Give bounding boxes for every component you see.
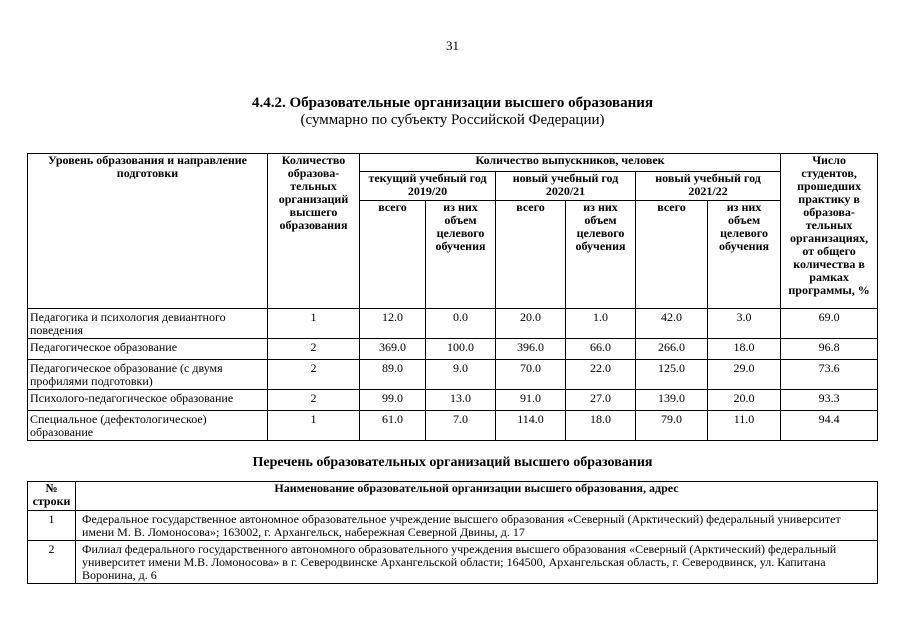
- value-cell: 7.0: [426, 411, 496, 441]
- value-cell: 9.0: [426, 360, 496, 390]
- header-year: текущий учебный год 2019/20: [360, 172, 496, 201]
- direction-cell: Психолого-педагогическое образование: [28, 390, 268, 411]
- header-total: всего: [496, 201, 566, 309]
- header-graduates: Количество выпускников, человек: [360, 154, 781, 172]
- value-cell: 61.0: [360, 411, 426, 441]
- value-cell: 396.0: [496, 339, 566, 360]
- org-count-cell: 1: [268, 411, 360, 441]
- header-total: всего: [636, 201, 708, 309]
- value-cell: 1.0: [566, 309, 636, 339]
- percent-cell: 96.8: [781, 339, 878, 360]
- value-cell: 66.0: [566, 339, 636, 360]
- table-row: [28, 511, 878, 541]
- value-cell: 99.0: [360, 390, 426, 411]
- header-targeted: из них объем целевого обучения: [708, 201, 781, 309]
- percent-cell: 93.3: [781, 390, 878, 411]
- value-cell: 27.0: [566, 390, 636, 411]
- section-title: 4.4.2. Образовательные организации высшего образования: [252, 95, 653, 111]
- value-cell: 20.0: [496, 309, 566, 339]
- value-cell: 12.0: [360, 309, 426, 339]
- table-row: [28, 309, 878, 339]
- header-targeted: из них объем целевого обучения: [426, 201, 496, 309]
- header-students-practice: Число студентов, прошедших практику в образова-тельных организациях, от общего количества в рамках программы, %: [781, 154, 878, 309]
- page-number: 31: [446, 38, 459, 53]
- value-cell: 11.0: [708, 411, 781, 441]
- value-cell: 100.0: [426, 339, 496, 360]
- org-count-cell: 1: [268, 309, 360, 339]
- header-org-name: Наименование образовательной организации высшего образования, адрес: [76, 482, 878, 511]
- direction-cell: Педагогика и психология девиантного поведения: [28, 309, 268, 339]
- value-cell: 89.0: [360, 360, 426, 390]
- header-targeted: из них объем целевого обучения: [566, 201, 636, 309]
- org-name-cell: Филиал федерального государственного автономного образовательного учреждения высшего образования «Северный (Арктический) федеральный университет имени М.В. Ломоносова» в г. Северодвинске Архангельской области; 164500, Архангельская область, г. Северодвинск, ул. Капитана Воронина, д. 6: [76, 541, 878, 584]
- value-cell: 369.0: [360, 339, 426, 360]
- table-row: [28, 339, 878, 360]
- table-row: [28, 411, 878, 441]
- section-subtitle: (суммарно по субъекту Российской Федерации): [300, 112, 605, 128]
- value-cell: 0.0: [426, 309, 496, 339]
- value-cell: 79.0: [636, 411, 708, 441]
- header-total: всего: [360, 201, 426, 309]
- value-cell: 3.0: [708, 309, 781, 339]
- value-cell: 125.0: [636, 360, 708, 390]
- direction-cell: Педагогическое образование (с двумя профилями подготовки): [28, 360, 268, 390]
- header-row-number: № строки: [28, 482, 76, 511]
- value-cell: 70.0: [496, 360, 566, 390]
- row-number-cell: 1: [28, 511, 76, 541]
- value-cell: 18.0: [708, 339, 781, 360]
- table-row: [28, 390, 878, 411]
- value-cell: 29.0: [708, 360, 781, 390]
- org-count-cell: 2: [268, 360, 360, 390]
- percent-cell: 73.6: [781, 360, 878, 390]
- direction-cell: Специальное (дефектологическое) образование: [28, 411, 268, 441]
- value-cell: 22.0: [566, 360, 636, 390]
- row-number-cell: 2: [28, 541, 76, 584]
- org-count-cell: 2: [268, 339, 360, 360]
- organizations-table: [27, 481, 878, 584]
- org-name-cell: Федеральное государственное автономное образовательное учреждение высшего образования «Северный (Арктический) федеральный университет имени М. В. Ломоносова»; 163002, г. Архангельск, набережная Северной Двины, д. 17: [76, 511, 878, 541]
- table-row: [28, 360, 878, 390]
- header-year: новый учебный год 2020/21: [496, 172, 636, 201]
- value-cell: 20.0: [708, 390, 781, 411]
- org-count-cell: 2: [268, 390, 360, 411]
- value-cell: 13.0: [426, 390, 496, 411]
- org-list-heading: Перечень образовательных организаций высшего образования: [252, 455, 653, 470]
- value-cell: 18.0: [566, 411, 636, 441]
- graduates-table: [27, 153, 878, 441]
- header-direction: Уровень образования и направление подготовки: [28, 154, 268, 309]
- value-cell: 266.0: [636, 339, 708, 360]
- direction-cell: Педагогическое образование: [28, 339, 268, 360]
- percent-cell: 94.4: [781, 411, 878, 441]
- value-cell: 114.0: [496, 411, 566, 441]
- percent-cell: 69.0: [781, 309, 878, 339]
- header-org-count: Количество образова-тельных организаций высшего образования: [268, 154, 360, 309]
- value-cell: 42.0: [636, 309, 708, 339]
- value-cell: 91.0: [496, 390, 566, 411]
- value-cell: 139.0: [636, 390, 708, 411]
- section-title-block: [0, 95, 905, 129]
- header-year: новый учебный год 2021/22: [636, 172, 781, 201]
- table-row: [28, 541, 878, 584]
